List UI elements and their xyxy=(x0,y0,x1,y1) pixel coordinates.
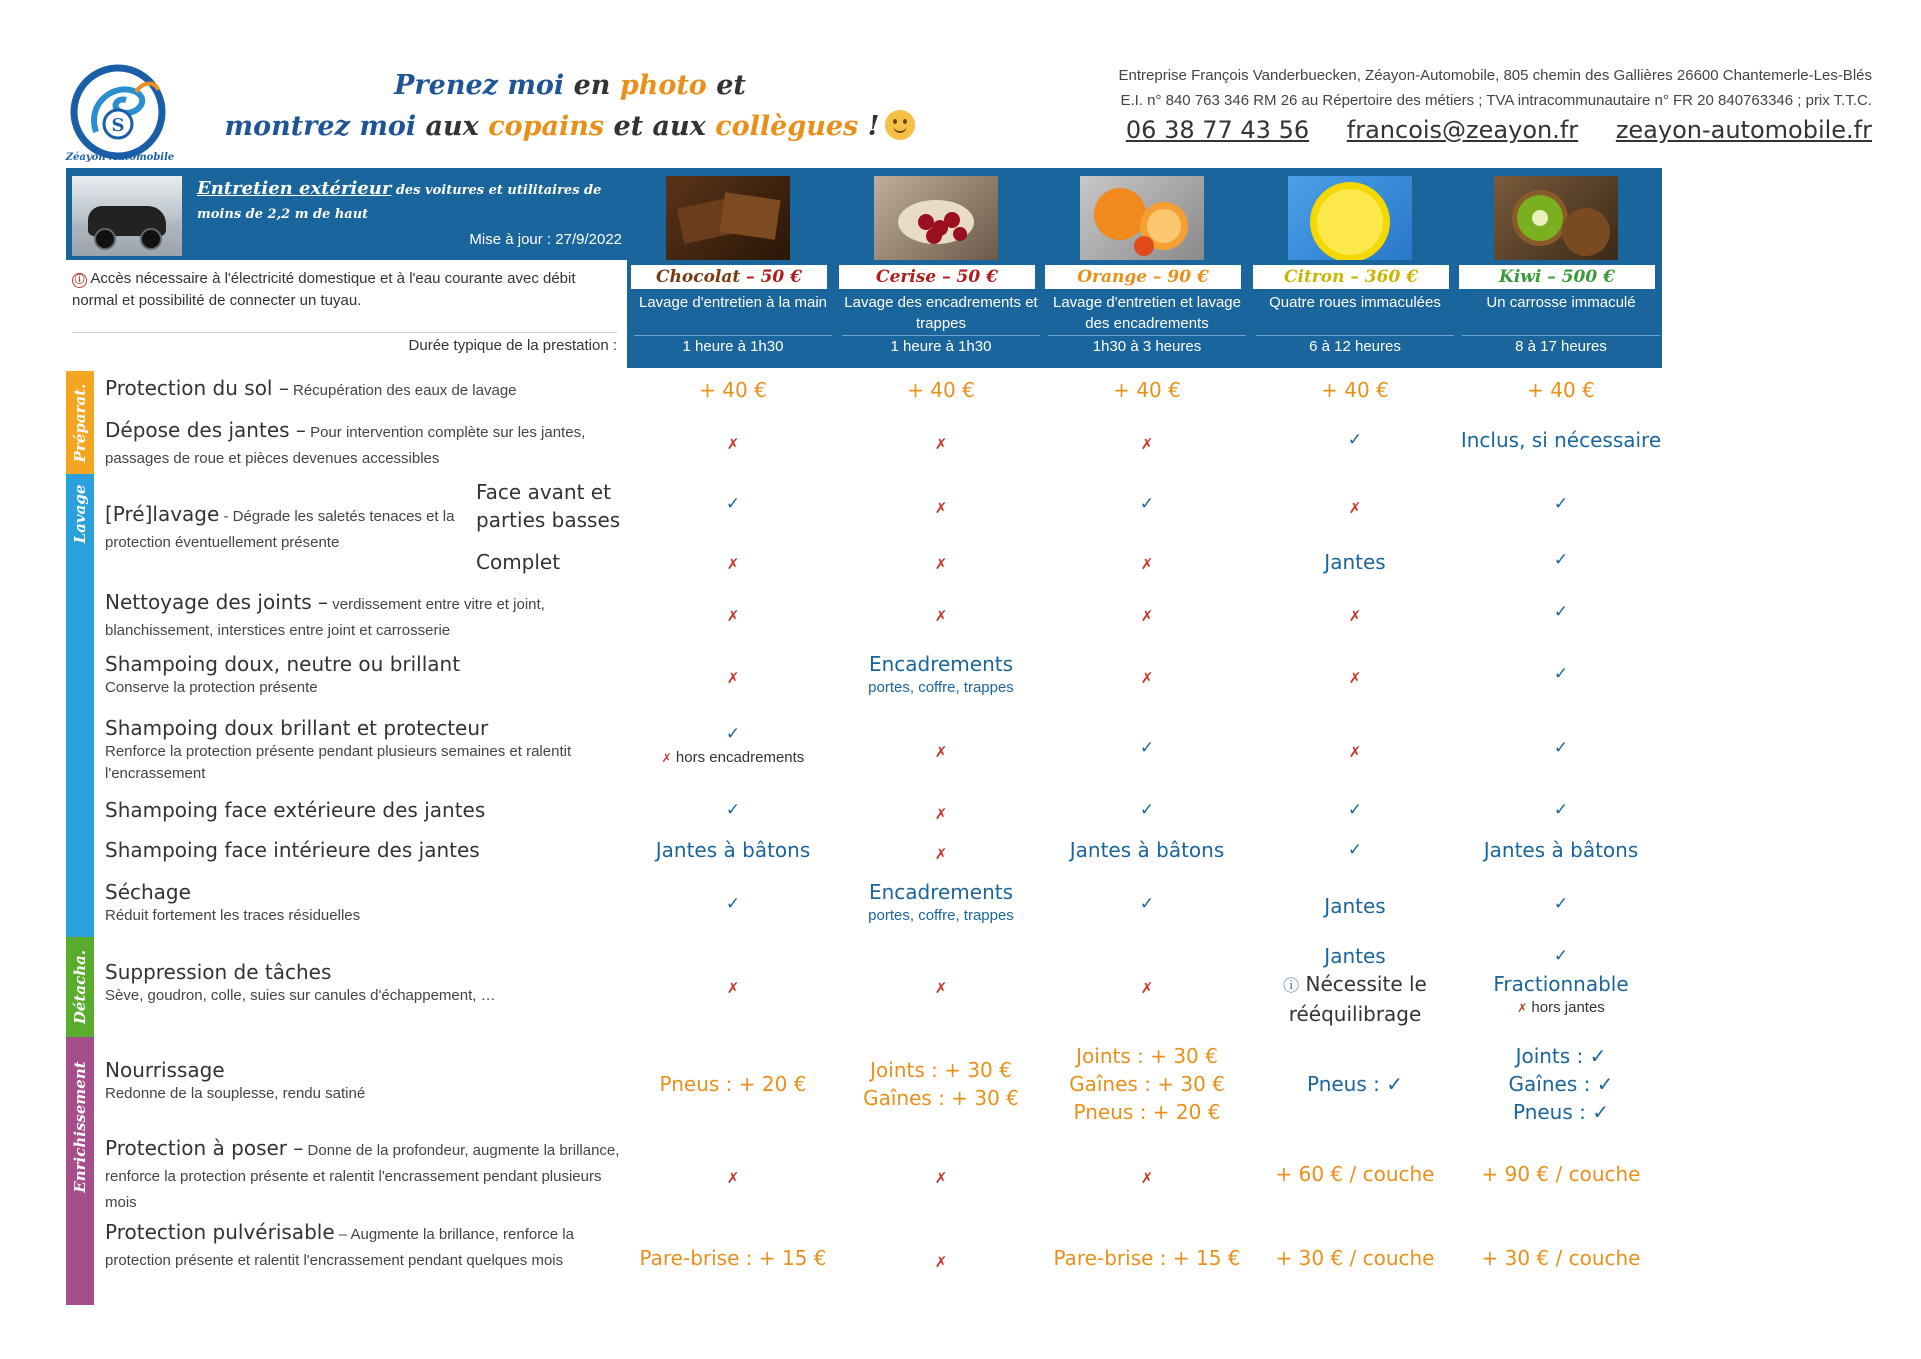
cross-icon: ✗ xyxy=(1140,669,1154,687)
cross-icon: ✗ xyxy=(1140,435,1154,453)
product-price: – 50 € xyxy=(740,267,802,287)
car-photo xyxy=(72,176,182,256)
product-price: – 90 € xyxy=(1147,267,1209,287)
cross-icon: ✗ xyxy=(1140,555,1154,573)
cell-price xyxy=(838,1056,1044,1112)
section-enrichissement xyxy=(66,1037,94,1305)
check-icon: ✓ xyxy=(1139,494,1155,514)
cell-text: Inclus, si nécessaire xyxy=(1460,428,1662,452)
cross-icon: ✗ xyxy=(934,845,948,863)
row-subtitle: Pour intervention complète sur les jantes, passages de roue et pièces devenues accessibles xyxy=(105,424,586,467)
row-subtitle: – Augmente la brillance, renforce la protection présente et ralentit l'encrassement pendant quelques mois xyxy=(105,1226,574,1269)
zeayon-logo xyxy=(66,62,172,166)
row-title: Dépose des jantes – xyxy=(105,418,306,442)
contact-links xyxy=(1096,116,1872,144)
row-subtitle: Donne de la profondeur, augmente la brillance, renforce la protection présente et ralentit l'encrassement pendant plusieurs mois xyxy=(105,1142,620,1211)
product-price: – 360 € xyxy=(1344,267,1419,287)
cell-price-line: Pneus : + 20 € xyxy=(1073,1100,1221,1124)
row-subtitle: verdissement entre vitre et joint, blanchissement, interstices entre joint et carrosserie xyxy=(105,596,545,639)
divider xyxy=(634,335,832,336)
section-lavage xyxy=(66,474,94,937)
check-icon: ✓ xyxy=(1347,430,1363,450)
cell-text-main: Jantes xyxy=(1324,944,1386,968)
update-date: Mise à jour : 27/9/2022 xyxy=(469,231,622,248)
row-subtitle: Conserve la protection présente xyxy=(105,679,318,696)
cell-price-line: Gaînes : + 30 € xyxy=(1069,1072,1225,1096)
cell-text: Jantes à bâtons xyxy=(1483,838,1639,862)
slogan-text: Prenez moi xyxy=(394,70,565,101)
divider xyxy=(1048,335,1246,336)
row-title: Suppression de tâches xyxy=(105,960,332,984)
check-icon: ✓ xyxy=(1592,1100,1609,1124)
row-subtitle: Renforce la protection présente pendant plusieurs semaines et ralentit l'encrassement xyxy=(105,743,572,782)
cell-text-main: Encadrements xyxy=(868,880,1014,904)
svg-text:S: S xyxy=(111,115,125,136)
cross-icon: ✗ xyxy=(1140,607,1154,625)
cell-text-sub: portes, coffre, trappes xyxy=(868,907,1014,924)
slogan-text: ! xyxy=(858,111,880,142)
check-icon: ✓ xyxy=(725,494,741,514)
row-title: Shampoing face extérieure des jantes xyxy=(105,798,486,822)
cross-icon: ✗ xyxy=(1140,1169,1154,1187)
cell-text-main: Fractionnable xyxy=(1493,972,1629,996)
cross-icon: ✗ xyxy=(1348,669,1362,687)
cross-icon: ✗ xyxy=(934,1169,948,1187)
cross-icon: ✗ xyxy=(1348,743,1362,761)
cross-icon: ✗ xyxy=(1348,607,1362,625)
row-protection-pulverisable xyxy=(105,1220,625,1272)
cell-text xyxy=(1252,1070,1458,1098)
section-label: Détacha. xyxy=(71,949,89,1025)
row-protection-poser xyxy=(105,1136,625,1214)
section-label: Lavage xyxy=(71,484,89,544)
cell-price: + 40 € xyxy=(1527,378,1595,402)
cell-price: Pare-brise : + 15 € xyxy=(1053,1246,1241,1270)
cross-icon: ✗ xyxy=(934,979,948,997)
section-label: Enrichissement xyxy=(71,1061,89,1193)
row-title: Protection pulvérisable xyxy=(105,1220,335,1244)
column-cerise-name xyxy=(839,265,1035,289)
check-icon: ✓ xyxy=(1553,664,1569,684)
row-title: Shampoing doux brillant et protecteur xyxy=(105,716,489,740)
cell-text xyxy=(838,650,1044,698)
product-name: Cerise xyxy=(876,267,937,287)
check-icon: ✓ xyxy=(1139,894,1155,914)
check-icon: ✓ xyxy=(1553,894,1569,914)
row-prelavage xyxy=(105,502,465,554)
cross-icon: ✗ xyxy=(1517,1001,1528,1015)
check-icon: ✓ xyxy=(725,724,741,744)
row-shampoing-exterieur xyxy=(105,798,625,823)
cross-icon: ✗ xyxy=(934,743,948,761)
row-nourrissage xyxy=(105,1058,625,1105)
cell-price: + 40 € xyxy=(907,378,975,402)
cross-icon: ✗ xyxy=(726,1169,740,1187)
slogan-text: et xyxy=(706,70,746,101)
row-suppression-taches xyxy=(105,960,625,1007)
section-detachage xyxy=(66,937,94,1037)
cell-text-main: Pneus : xyxy=(1306,1072,1380,1096)
cell-text xyxy=(1458,1042,1664,1126)
slogan-text: et aux xyxy=(604,111,716,142)
row-nettoyage-joints xyxy=(105,590,625,642)
company-info-line-1: Entreprise François Vanderbuecken, Zéayon-Automobile, 805 chemin des Gallières 26600 Chantemerle-Les-Blés xyxy=(1118,67,1872,84)
cell-price: + 40 € xyxy=(1113,378,1181,402)
column-duration: 1 heure à 1h30 xyxy=(890,338,992,355)
product-name: Chocolat xyxy=(656,267,741,287)
phone-link[interactable]: 06 38 77 43 56 xyxy=(1125,116,1310,144)
column-desc: Un carrosse immaculé xyxy=(1486,294,1636,311)
slogan-text: aux xyxy=(416,111,489,142)
row-subtitle: Réduit fortement les traces résiduelles xyxy=(105,907,361,924)
divider xyxy=(72,332,617,333)
cross-icon: ✗ xyxy=(934,499,948,517)
cell-text-main: Joints : xyxy=(1515,1044,1584,1068)
chocolate-photo xyxy=(666,176,790,260)
column-citron-name xyxy=(1253,265,1449,289)
access-note xyxy=(72,268,617,312)
divider xyxy=(1256,335,1454,336)
prelavage-face-avant-label: Face avant et parties basses xyxy=(476,480,621,532)
check-icon: ✓ xyxy=(725,894,741,914)
check-icon: ✓ xyxy=(725,800,741,820)
slogan-highlight: copains xyxy=(488,111,605,142)
check-icon: ✓ xyxy=(1553,738,1569,758)
product-name: Orange xyxy=(1077,267,1148,287)
info-icon: ⓘ xyxy=(1283,976,1300,995)
cell-price-line: Joints : + 30 € xyxy=(870,1058,1012,1082)
cell-price: Pneus : + 20 € xyxy=(659,1072,807,1096)
cross-icon: ✗ xyxy=(726,607,740,625)
cell-mixed xyxy=(1252,942,1458,1028)
check-icon: ✓ xyxy=(1596,1072,1614,1096)
logo-caption: Zéayon-Automobile xyxy=(65,152,175,163)
row-shampoing-doux xyxy=(105,652,625,699)
lemon-photo xyxy=(1288,176,1412,260)
row-shampoing-interieur xyxy=(105,838,625,863)
banner-title xyxy=(197,178,617,226)
column-desc: Lavage des encadrements et trappes xyxy=(844,294,1038,332)
column-duration: 8 à 17 heures xyxy=(1515,338,1607,355)
cell-text-sub: hors jantes xyxy=(1531,999,1605,1016)
column-duration: 1h30 à 3 heures xyxy=(1092,338,1202,355)
cell-text: Jantes xyxy=(1324,894,1386,918)
column-duration: 6 à 12 heures xyxy=(1309,338,1401,355)
cell-mixed xyxy=(1458,942,1664,1018)
row-title: Protection à poser – xyxy=(105,1136,304,1160)
cell-price: + 40 € xyxy=(1321,378,1389,402)
cross-icon: ✗ xyxy=(934,805,948,823)
check-icon: ✓ xyxy=(1553,946,1569,966)
slogan-line-1 xyxy=(190,70,950,101)
cross-icon: ✗ xyxy=(934,607,948,625)
check-icon: ✓ xyxy=(1553,494,1569,514)
cell-price: + 30 € / couche xyxy=(1275,1246,1435,1270)
row-title: Nettoyage des joints – xyxy=(105,590,329,614)
column-chocolat-name xyxy=(631,265,827,289)
slogan-highlight: photo xyxy=(619,70,707,101)
orange-photo xyxy=(1080,176,1204,260)
cell-price-line: Gaînes : + 30 € xyxy=(863,1086,1019,1110)
cross-icon: ✗ xyxy=(934,435,948,453)
cross-icon: ✗ xyxy=(726,555,740,573)
banner-title-main: Entretien extérieur xyxy=(197,178,392,199)
section-preparation xyxy=(66,371,94,474)
check-icon: ✓ xyxy=(1553,550,1569,570)
check-icon: ✓ xyxy=(1386,1072,1403,1096)
cross-icon: ✗ xyxy=(934,1253,948,1271)
row-title: [Pré]lavage xyxy=(105,502,220,526)
info-icon: ⓘ xyxy=(72,273,87,288)
divider xyxy=(1462,335,1660,336)
cell-text-main: Pneus : xyxy=(1512,1100,1586,1124)
row-subtitle: - Dégrade les saletés tenaces et la protection éventuellement présente xyxy=(105,508,455,551)
cell-text: Jantes à bâtons xyxy=(1069,838,1225,862)
product-name: Kiwi xyxy=(1499,267,1542,287)
slogan-highlight: collègues xyxy=(715,111,859,142)
column-desc: Lavage d'entretien à la main xyxy=(639,294,827,311)
banner-title-sub: des voitures et utilitaires de moins de 2,2 m de haut xyxy=(197,183,602,222)
row-title: Protection du sol – xyxy=(105,376,289,400)
cell-text-sub: Nécessite le rééquilibrage xyxy=(1288,972,1427,1026)
cross-icon: ✗ xyxy=(1140,979,1154,997)
row-title: Nourrissage xyxy=(105,1058,225,1082)
cell-text: Jantes xyxy=(1324,550,1386,574)
cell-text-sub: hors encadrements xyxy=(675,749,805,766)
check-icon: ✓ xyxy=(1347,800,1363,820)
row-subtitle: Récupération des eaux de lavage xyxy=(288,382,517,399)
column-desc: Quatre roues immaculées xyxy=(1269,294,1441,311)
cell-price: + 40 € xyxy=(699,378,767,402)
row-title: Shampoing face intérieure des jantes xyxy=(105,838,480,862)
cross-icon: ✗ xyxy=(726,979,740,997)
check-icon: ✓ xyxy=(1139,738,1155,758)
slogan-text: en xyxy=(564,70,620,101)
column-duration: 1 heure à 1h30 xyxy=(682,338,784,355)
cell-text-main: Encadrements xyxy=(868,652,1014,676)
cross-icon: ✗ xyxy=(934,555,948,573)
slogan-text: montrez moi xyxy=(224,111,417,142)
cell-price: + 60 € / couche xyxy=(1275,1162,1435,1186)
cherry-photo xyxy=(874,176,998,260)
check-icon: ✓ xyxy=(1139,800,1155,820)
cell-price-line: Joints : + 30 € xyxy=(1076,1044,1218,1068)
product-name: Citron xyxy=(1283,267,1345,287)
cell-text xyxy=(838,878,1044,926)
column-orange-name xyxy=(1045,265,1241,289)
kiwi-photo xyxy=(1494,176,1618,260)
row-depose-jantes xyxy=(105,418,625,470)
cell-text-sub: portes, coffre, trappes xyxy=(868,679,1014,696)
cell-price xyxy=(1044,1042,1250,1126)
website-link[interactable]: zeayon-automobile.fr xyxy=(1615,116,1872,144)
cell-text: Jantes à bâtons xyxy=(655,838,811,862)
cell-price: Pare-brise : + 15 € xyxy=(639,1246,827,1270)
check-icon: ✓ xyxy=(1347,840,1363,860)
slogan-line-2 xyxy=(190,110,950,142)
cell-price: + 30 € / couche xyxy=(1481,1246,1641,1270)
check-icon: ✓ xyxy=(1553,800,1569,820)
check-icon: ✓ xyxy=(1553,602,1569,622)
cell-mixed xyxy=(630,720,836,768)
cell-text-main: Gaînes : xyxy=(1508,1072,1591,1096)
row-subtitle: Sève, goudron, colle, suies sur canules d'échappement, … xyxy=(105,987,496,1004)
access-text: Accès nécessaire à l'électricité domestique et à l'eau courante avec débit normal et possibilité de connecter un tuyau. xyxy=(72,270,576,309)
product-price: – 500 € xyxy=(1541,267,1615,287)
cross-icon: ✗ xyxy=(726,669,740,687)
product-price: – 50 € xyxy=(936,267,998,287)
duration-label: Durée typique de la prestation : xyxy=(408,337,617,354)
row-sechage xyxy=(105,880,625,927)
row-protection-sol xyxy=(105,376,625,402)
row-title: Séchage xyxy=(105,880,191,904)
cross-icon: ✗ xyxy=(1348,499,1362,517)
cross-icon: ✗ xyxy=(661,751,672,765)
row-subtitle: Redonne de la souplesse, rendu satiné xyxy=(105,1085,366,1102)
section-label: Préparat. xyxy=(71,383,89,462)
cell-price: + 90 € / couche xyxy=(1481,1162,1641,1186)
column-desc: Lavage d'entretien et lavage des encadrements xyxy=(1052,294,1241,332)
row-shampoing-protecteur xyxy=(105,716,625,785)
email-link[interactable]: francois@zeayon.fr xyxy=(1346,116,1579,144)
cross-icon: ✗ xyxy=(726,435,740,453)
company-info-line-2: E.I. n° 840 763 346 RM 26 au Répertoire des métiers ; TVA intracommunautaire n° FR 20 840763346 ; prix T.T.C. xyxy=(1120,92,1872,109)
prelavage-complet-label: Complet xyxy=(476,550,561,574)
check-icon: ✓ xyxy=(1589,1044,1607,1068)
divider xyxy=(842,335,1040,336)
column-kiwi-name xyxy=(1459,265,1655,289)
smiley-icon xyxy=(885,110,915,140)
row-title: Shampoing doux, neutre ou brillant xyxy=(105,652,461,676)
